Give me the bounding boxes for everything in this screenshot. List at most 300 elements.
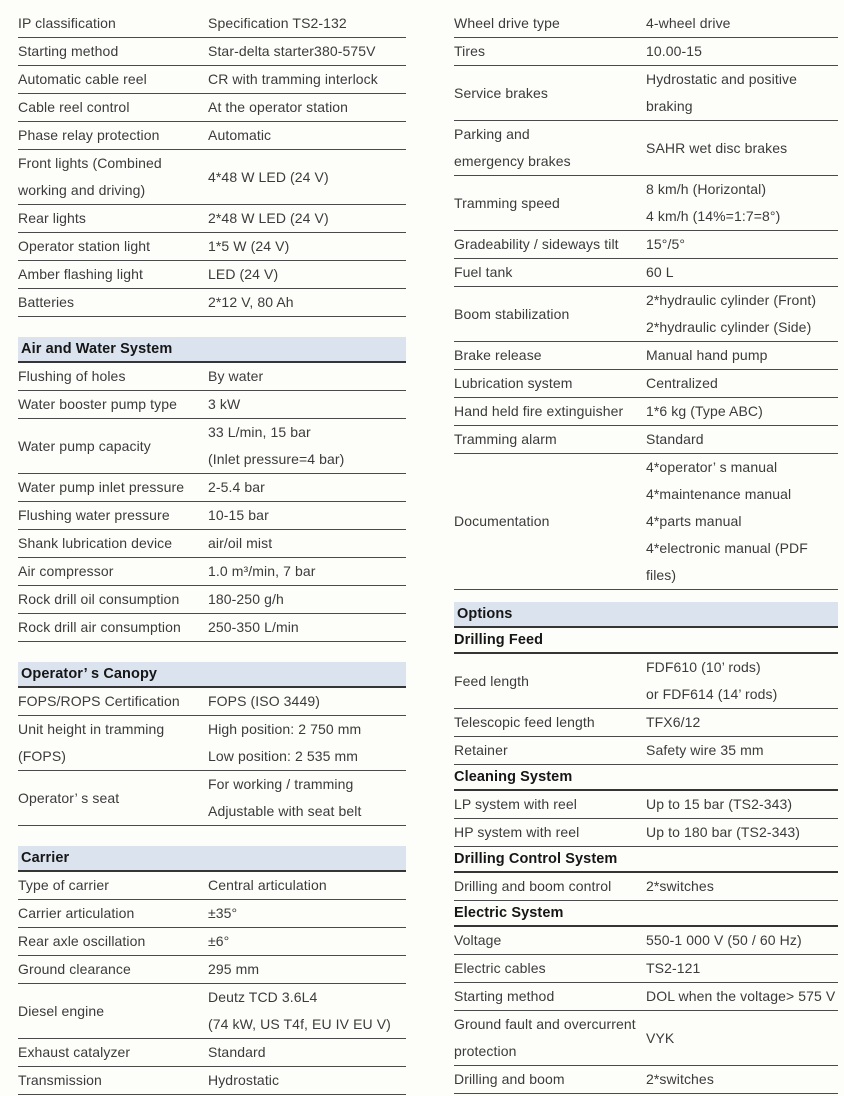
spec-value-line: By water	[208, 368, 264, 384]
spec-label-line: Transmission	[18, 1072, 102, 1088]
spec-label-line: Lubrication system	[454, 375, 573, 391]
spec-label	[18, 66, 208, 93]
spec-label	[454, 819, 646, 846]
spec-label-line: working and driving)	[18, 182, 146, 198]
spec-value-line: 4 km/h (14%=1:7=8°)	[646, 208, 781, 224]
spec-label	[18, 502, 208, 529]
spec-label-line: (FOPS)	[18, 748, 67, 764]
section-header: Air and Water System	[18, 337, 406, 363]
spec-value	[646, 10, 838, 37]
spec-value-line: Up to 15 bar (TS2-343)	[646, 796, 793, 812]
table-row	[18, 558, 406, 586]
spec-table	[18, 363, 406, 642]
spec-value-line: Adjustable with seat belt	[208, 803, 362, 819]
table-row	[454, 66, 838, 121]
table-row	[454, 342, 838, 370]
spec-label	[18, 122, 208, 149]
spec-label-line: Wheel drive type	[454, 15, 560, 31]
spec-label	[18, 716, 208, 770]
spec-value	[208, 984, 406, 1038]
spec-value	[208, 10, 406, 37]
spec-label-line: protection	[454, 1043, 517, 1059]
spec-label-line: Flushing water pressure	[18, 507, 170, 523]
spec-value	[208, 419, 406, 473]
spec-value-line: TS2-121	[646, 960, 701, 976]
spec-value-line: 4*parts manual	[646, 513, 742, 529]
spec-label-line: Ground clearance	[18, 961, 131, 977]
spec-label-line: Carrier articulation	[18, 905, 135, 921]
table-row	[454, 398, 838, 426]
spec-value	[646, 709, 838, 736]
spec-label	[454, 927, 646, 954]
table-row	[454, 791, 838, 819]
spec-value	[646, 259, 838, 286]
table-row	[454, 426, 838, 454]
spec-label-line: Retainer	[454, 742, 508, 758]
spec-label	[18, 1067, 208, 1094]
spec-value	[646, 983, 838, 1010]
spec-label	[454, 301, 646, 328]
spec-value-line: Star-delta starter380-575V	[208, 43, 376, 59]
table-row	[454, 38, 838, 66]
spec-value	[646, 398, 838, 425]
table-row	[454, 873, 838, 901]
spec-value	[646, 370, 838, 397]
spec-value-line: Central articulation	[208, 877, 327, 893]
spec-value-line: FDF610 (10’ rods)	[646, 659, 761, 675]
spec-value	[646, 135, 838, 162]
spec-value-line: 10-15 bar	[208, 507, 269, 523]
spec-label-line: Electric cables	[454, 960, 546, 976]
sub-section-header: Drilling Feed	[454, 628, 838, 654]
sub-section-header: Electric System	[454, 901, 838, 927]
spec-label	[18, 261, 208, 288]
table-row	[18, 66, 406, 94]
spec-table	[18, 688, 406, 826]
spec-label-line: Feed length	[454, 672, 530, 689]
spec-value-line: 550-1 000 V (50 / 60 Hz)	[646, 932, 802, 948]
spec-label-line: Rear lights	[18, 210, 87, 226]
spec-value-line: 1*6 kg (Type ABC)	[646, 403, 763, 419]
table-row	[18, 391, 406, 419]
spec-table	[18, 10, 406, 317]
spec-label-line: Parking and	[454, 126, 530, 142]
spec-value	[208, 688, 406, 715]
spec-label-line: Documentation	[454, 513, 550, 529]
spec-value	[208, 94, 406, 121]
spec-label	[18, 586, 208, 613]
table-row	[454, 231, 838, 259]
spec-value-line: Deutz TCD 3.6L4	[208, 989, 318, 1005]
spec-table	[454, 10, 838, 590]
spec-label-line: Tramming alarm	[454, 431, 557, 447]
spec-label	[454, 873, 646, 900]
spec-label-line: Batteries	[18, 294, 75, 310]
spec-label-line: Automatic cable reel	[18, 71, 147, 87]
spec-label-line: Diesel engine	[18, 1002, 105, 1019]
spec-value-line: air/oil mist	[208, 535, 273, 551]
spec-label-line: Voltage	[454, 932, 502, 948]
spec-label	[454, 80, 646, 107]
spec-value-line: 2*switches	[646, 1071, 714, 1087]
spec-value-line: 1.0 m³/min, 7 bar	[208, 563, 316, 579]
spec-label	[18, 558, 208, 585]
spec-value	[208, 66, 406, 93]
table-row	[18, 1067, 406, 1095]
spec-label	[454, 370, 646, 397]
spec-label	[454, 10, 646, 37]
table-row	[18, 928, 406, 956]
spec-value	[208, 502, 406, 529]
spec-label-line: LP system with reel	[454, 796, 578, 812]
spec-value	[646, 287, 838, 341]
spec-value	[208, 205, 406, 232]
spec-value	[208, 956, 406, 983]
spec-label-line: Unit height in tramming	[18, 721, 165, 737]
spec-label-line: Fuel tank	[454, 264, 513, 280]
table-row	[454, 287, 838, 342]
table-row	[18, 771, 406, 826]
table-row	[18, 94, 406, 122]
table-row	[18, 38, 406, 66]
spec-value	[646, 737, 838, 764]
spec-value-line: or FDF614 (14’ rods)	[646, 686, 778, 702]
spec-value	[646, 66, 838, 120]
table-row	[18, 984, 406, 1039]
spec-label	[18, 205, 208, 232]
spec-label	[18, 474, 208, 501]
spec-value	[208, 900, 406, 927]
table-row	[454, 259, 838, 287]
spec-label	[18, 10, 208, 37]
table-row	[18, 474, 406, 502]
spec-value	[208, 363, 406, 390]
spec-value-line: VYK	[646, 1029, 675, 1046]
spec-label-line: Water pump capacity	[18, 437, 151, 454]
spec-label-line: Rock drill oil consumption	[18, 591, 180, 607]
spec-value-line: 2-5.4 bar	[208, 479, 265, 495]
spec-value-line: Specification TS2-132	[208, 15, 347, 31]
spec-label	[18, 614, 208, 641]
spec-label-line: Air compressor	[18, 563, 114, 579]
spec-label	[18, 688, 208, 715]
spec-table	[454, 654, 838, 765]
spec-label	[18, 785, 208, 812]
spec-label	[454, 190, 646, 217]
spec-label-line: Hand held fire extinguisher	[454, 403, 624, 419]
spec-label	[18, 94, 208, 121]
spec-label-line: Brake release	[454, 347, 542, 363]
table-row	[18, 10, 406, 38]
spec-label-line: IP classification	[18, 15, 116, 31]
spec-label	[454, 668, 646, 695]
spec-value-line: 33 L/min, 15 bar	[208, 424, 311, 440]
table-row	[18, 205, 406, 233]
spec-label-line: Phase relay protection	[18, 127, 160, 143]
spec-value	[208, 474, 406, 501]
table-row	[454, 983, 838, 1011]
spec-label-line: Type of carrier	[18, 877, 109, 893]
spec-value	[208, 122, 406, 149]
spec-value-line: 2*hydraulic cylinder (Side)	[646, 319, 812, 335]
table-row	[18, 289, 406, 317]
spec-value-line: 10.00-15	[646, 43, 703, 59]
spec-value-line: 2*hydraulic cylinder (Front)	[646, 292, 817, 308]
table-row	[454, 10, 838, 38]
left-column	[18, 10, 406, 1095]
spec-label-line: FOPS/ROPS Certification	[18, 693, 180, 709]
spec-value	[646, 1025, 838, 1052]
spec-value	[208, 614, 406, 641]
spec-value-line: Hydrostatic and positive	[646, 71, 798, 87]
spec-value	[646, 1066, 838, 1093]
table-row	[18, 233, 406, 261]
spec-value-line: For working / tramming	[208, 776, 354, 792]
spec-value	[208, 261, 406, 288]
spec-label	[454, 342, 646, 369]
spec-label-line: Telescopic feed length	[454, 714, 595, 730]
table-row	[18, 586, 406, 614]
spec-label-line: Flushing of holes	[18, 368, 126, 384]
spec-value	[208, 289, 406, 316]
spec-label-line: Operator station light	[18, 238, 151, 254]
table-row	[454, 955, 838, 983]
spec-label	[454, 508, 646, 535]
spec-value	[646, 231, 838, 258]
spec-value-line: (Inlet pressure=4 bar)	[208, 451, 345, 467]
table-row	[18, 900, 406, 928]
spec-value-line: At the operator station	[208, 99, 349, 115]
table-row	[18, 716, 406, 771]
spec-label-line: Amber flashing light	[18, 266, 143, 282]
spec-value	[646, 342, 838, 369]
spec-table	[18, 872, 406, 1095]
spec-value	[208, 558, 406, 585]
table-row	[454, 176, 838, 231]
spec-label-line: Cable reel control	[18, 99, 130, 115]
table-row	[18, 261, 406, 289]
spec-value-line: DOL when the voltage> 575 V	[646, 988, 836, 1004]
spec-label	[18, 150, 208, 204]
spec-value-line: 4*48 W LED (24 V)	[208, 168, 329, 185]
spec-value-line: 1*5 W (24 V)	[208, 238, 290, 254]
spec-value-line: Automatic	[208, 127, 272, 143]
spec-value	[646, 454, 838, 589]
spec-label	[18, 998, 208, 1025]
spec-value-line: SAHR wet disc brakes	[646, 139, 788, 156]
spec-label	[18, 530, 208, 557]
spec-value	[646, 791, 838, 818]
spec-value	[208, 1039, 406, 1066]
table-row	[454, 454, 838, 590]
spec-label-line: Water pump inlet pressure	[18, 479, 185, 495]
spec-value-line: files)	[646, 567, 677, 583]
spec-label-line: Starting method	[454, 988, 555, 1004]
spec-label	[18, 38, 208, 65]
spec-value-line: 4-wheel drive	[646, 15, 731, 31]
spec-value	[208, 586, 406, 613]
spec-value-line: 4*operator’ s manual	[646, 459, 778, 475]
spec-label	[454, 955, 646, 982]
section-header: Options	[454, 602, 838, 628]
spec-label	[454, 398, 646, 425]
table-row	[18, 872, 406, 900]
table-row	[18, 530, 406, 558]
spec-value	[208, 38, 406, 65]
spec-label-line: emergency brakes	[454, 153, 571, 169]
spec-label	[18, 391, 208, 418]
spec-label-line: Boom stabilization	[454, 305, 570, 322]
spec-value-line: Safety wire 35 mm	[646, 742, 764, 758]
spec-label-line: Gradeability / sideways tilt	[454, 236, 619, 252]
spec-value	[208, 164, 406, 191]
spec-value	[646, 176, 838, 230]
right-column	[454, 10, 838, 1094]
spec-label-line: Water booster pump type	[18, 396, 177, 412]
table-row	[18, 614, 406, 642]
spec-label-line: Exhaust catalyzer	[18, 1044, 131, 1060]
spec-label	[18, 1039, 208, 1066]
spec-value-line: ±6°	[208, 933, 230, 949]
spec-value	[208, 771, 406, 825]
spec-value-line: ±35°	[208, 905, 238, 921]
table-row	[454, 927, 838, 955]
spec-label-line: Drilling and boom	[454, 1071, 565, 1087]
spec-label-line: Rock drill air consumption	[18, 619, 181, 635]
spec-value-line: High position: 2 750 mm	[208, 721, 362, 737]
spec-label	[18, 900, 208, 927]
spec-label-line: Front lights (Combined	[18, 155, 162, 171]
spec-value-line: 2*12 V, 80 Ah	[208, 294, 294, 310]
spec-label-line: Tires	[454, 43, 486, 59]
spec-value-line: LED (24 V)	[208, 266, 279, 282]
spec-value-line: 295 mm	[208, 961, 260, 977]
spec-value	[646, 654, 838, 708]
spec-label	[18, 928, 208, 955]
table-row	[18, 363, 406, 391]
spec-value-line: braking	[646, 98, 693, 114]
spec-label	[454, 121, 646, 175]
spec-label	[454, 38, 646, 65]
spec-value-line: (74 kW, US T4f, EU IV EU V)	[208, 1016, 391, 1032]
spec-value-line: Standard	[646, 431, 704, 447]
table-row	[18, 502, 406, 530]
spec-value-line: Low position: 2 535 mm	[208, 748, 359, 764]
spec-label	[18, 233, 208, 260]
spec-label	[454, 791, 646, 818]
spec-value-line: CR with tramming interlock	[208, 71, 378, 87]
spec-value	[646, 38, 838, 65]
spec-value-line: 2*48 W LED (24 V)	[208, 210, 329, 226]
spec-value	[208, 928, 406, 955]
table-row	[18, 419, 406, 474]
spec-value-line: 8 km/h (Horizontal)	[646, 181, 767, 197]
spec-label-line: Drilling and boom control	[454, 878, 612, 894]
spec-value-line: Up to 180 bar (TS2-343)	[646, 824, 801, 840]
spec-label	[18, 956, 208, 983]
spec-label	[18, 289, 208, 316]
spec-value-line: FOPS (ISO 3449)	[208, 693, 320, 709]
spec-value-line: 3 kW	[208, 396, 241, 412]
spec-value	[208, 716, 406, 770]
spec-label	[454, 231, 646, 258]
sub-section-header: Drilling Control System	[454, 847, 838, 873]
spec-label-line: Service brakes	[454, 84, 548, 101]
spec-table	[454, 873, 838, 901]
spec-table	[454, 927, 838, 1094]
spec-value-line: 15°/5°	[646, 236, 686, 252]
spec-value-line: 250-350 L/min	[208, 619, 299, 635]
spec-label-line: Tramming speed	[454, 194, 560, 211]
spec-value	[208, 233, 406, 260]
spec-value	[208, 530, 406, 557]
table-row	[454, 1066, 838, 1094]
spec-label-line: Ground fault and overcurrent	[454, 1016, 636, 1032]
spec-value-line: 180-250 g/h	[208, 591, 284, 607]
spec-value-line: 60 L	[646, 264, 674, 280]
spec-label	[454, 426, 646, 453]
section-header: Operator’ s Canopy	[18, 662, 406, 688]
spec-value-line: Centralized	[646, 375, 718, 391]
table-row	[18, 1039, 406, 1067]
table-row	[454, 121, 838, 176]
spec-label-line: HP system with reel	[454, 824, 580, 840]
spec-value	[208, 1067, 406, 1094]
spec-value-line: TFX6/12	[646, 714, 701, 730]
table-row	[18, 150, 406, 205]
table-row	[18, 956, 406, 984]
spec-value	[646, 927, 838, 954]
spec-value	[646, 955, 838, 982]
spec-label	[454, 259, 646, 286]
table-row	[454, 370, 838, 398]
table-row	[454, 819, 838, 847]
table-row	[454, 709, 838, 737]
sub-section-header: Cleaning System	[454, 765, 838, 791]
spec-label	[454, 983, 646, 1010]
spec-value	[646, 819, 838, 846]
spec-label	[18, 433, 208, 460]
spec-label-line: Starting method	[18, 43, 119, 59]
spec-label	[454, 709, 646, 736]
spec-value	[208, 391, 406, 418]
spec-table	[454, 791, 838, 847]
spec-value-line: Manual hand pump	[646, 347, 768, 363]
spec-value	[646, 873, 838, 900]
spec-value	[208, 872, 406, 899]
spec-label-line: Rear axle oscillation	[18, 933, 146, 949]
spec-value	[646, 426, 838, 453]
spec-value-line: 2*switches	[646, 878, 714, 894]
table-row	[454, 737, 838, 765]
section-header: Carrier	[18, 846, 406, 872]
spec-label	[18, 872, 208, 899]
spec-value-line: 4*electronic manual (PDF	[646, 540, 808, 556]
table-row	[18, 688, 406, 716]
spec-label	[454, 1066, 646, 1093]
table-row	[18, 122, 406, 150]
spec-value-line: Standard	[208, 1044, 266, 1060]
spec-label	[454, 737, 646, 764]
spec-label-line: Shank lubrication device	[18, 535, 173, 551]
spec-value-line: 4*maintenance manual	[646, 486, 792, 502]
spec-label-line: Operator’ s seat	[18, 789, 120, 806]
spec-label	[454, 1011, 646, 1065]
table-row	[454, 1011, 838, 1066]
table-row	[454, 654, 838, 709]
spec-label	[18, 363, 208, 390]
spec-value-line: Hydrostatic	[208, 1072, 280, 1088]
